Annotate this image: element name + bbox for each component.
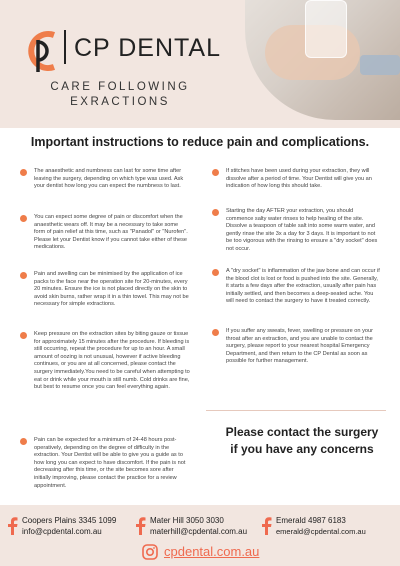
instruction-item: Pain can be expected for a minimum of 24-48 hours post-operatively, depending on the degree of difficulty in the extraction. Your Dentist will be able to give you a guide as to how long you can expect to have discomfort. If the pain is not decreasing after this time, or the site becomes sore after initially improving, please contact the practice for a review appointment. (20, 437, 190, 490)
contact-location: Mater Hill 3050 3030 (150, 516, 224, 525)
footer (0, 505, 400, 566)
brand-divider (64, 30, 66, 64)
contact-mater-hill (150, 515, 247, 537)
instructions-left-column (20, 168, 190, 490)
instruction-item: A "dry socket" is inflammation of the jaw bone and can occur if the blood clot is lost or food is pushed into the site. Generally, it starts a few days after the extraction, usually after pain has initially settled, and then becomes a deep-seated ache. You will need to contact the surgery to have it treated correctly. (212, 268, 382, 328)
website-url[interactable]: cpdental.com.au (164, 544, 260, 559)
bullet-dot-icon (212, 209, 219, 216)
instruction-item: You can expect some degree of pain or discomfort when the anaesthetic wears off. It may be a necessary to take some form of pain relief at this time, such as "Panadol" or "Nurofen". Please let your Dentist know if you cannot take either of these medications. (20, 214, 190, 271)
bullet-dot-icon (20, 438, 27, 445)
header-photo (245, 0, 400, 120)
brand-name: CP DENTAL (74, 34, 222, 62)
page-subtitle: CARE FOLLOWING EXRACTIONS (50, 81, 190, 108)
facebook-icon[interactable] (6, 517, 18, 535)
contact-callout: Please contact the surgery if you have any concerns (225, 425, 379, 456)
contact-email[interactable]: info@cpdental.com.au (22, 527, 102, 536)
contact-location: Coopers Plains 3345 1099 (22, 516, 117, 525)
instruction-item: Pain and swelling can be minimised by the application of ice packs to the face near the operation site for 20-minutes, every 20 minutes. Ensure the ice is not placed directly on the skin to avoid skin burns, rather wrap it in a thin towel. This may not be necessary for simple extractions. (20, 271, 190, 331)
contact-email[interactable]: emerald@cpdental.com.au (276, 527, 366, 536)
contact-location: Emerald 4987 6183 (276, 516, 346, 525)
header-banner (0, 0, 400, 128)
cp-logo-icon (24, 26, 66, 76)
instructions-right-column (212, 168, 382, 366)
bullet-dot-icon (212, 169, 219, 176)
cta-divider (206, 410, 386, 411)
bullet-dot-icon (212, 329, 219, 336)
instruction-item: The anaesthetic and numbness can last for some time after leaving the surgery, depending on which type was used. Ask your dentist how long you can expect the numbness to last. (20, 168, 190, 214)
bullet-dot-icon (20, 169, 27, 176)
bullet-dot-icon (20, 215, 27, 222)
page-headline: Important instructions to reduce pain and complications. (30, 135, 370, 149)
instruction-item: Keep pressure on the extraction sites by biting gauze or tissue for approximately 15 minutes after the procedure. If bleeding is still occurring, repeat the procedure for up to an hour. A small amount of oozing is not unusual, however if active bleeding continues, or you are at all concerned, please contact the surgery immediately.You need to be careful when attempting to eat or drink while your mouth is still numb. Cold drinks are fine, but best to resume once you can feel everything again. (20, 331, 190, 437)
instagram-icon[interactable] (142, 544, 158, 560)
instruction-item: If you suffer any sweats, fever, swelling or pressure on your throat after an extraction, and you are unable to contact the surgery, please report to your nearest hospital Emergency Department, and then return to the CP Dental as soon as possible for further management. (212, 328, 382, 366)
contact-email[interactable]: materhill@cpdental.com.au (150, 527, 248, 536)
bullet-dot-icon (20, 272, 27, 279)
instruction-item: Starting the day AFTER your extraction, you should commence salty water rinses to help healing of the site. Dissolve a teaspoon of table salt into some warm water, and gently rinse the site 3x a day for 3 days. It is important to not be too vigorous with the rinsing to ensure a "dry socket" does not occur. (212, 208, 382, 268)
contact-emerald (276, 515, 366, 537)
facebook-icon[interactable] (134, 517, 146, 535)
bullet-dot-icon (212, 269, 219, 276)
facebook-icon[interactable] (260, 517, 272, 535)
bullet-dot-icon (20, 332, 27, 339)
contact-coopers-plains (22, 515, 116, 537)
instruction-item: If stitches have been used during your extraction, they will dissolve after a period of time. Your Dentist will give you an indication of how long this should take. (212, 168, 382, 208)
